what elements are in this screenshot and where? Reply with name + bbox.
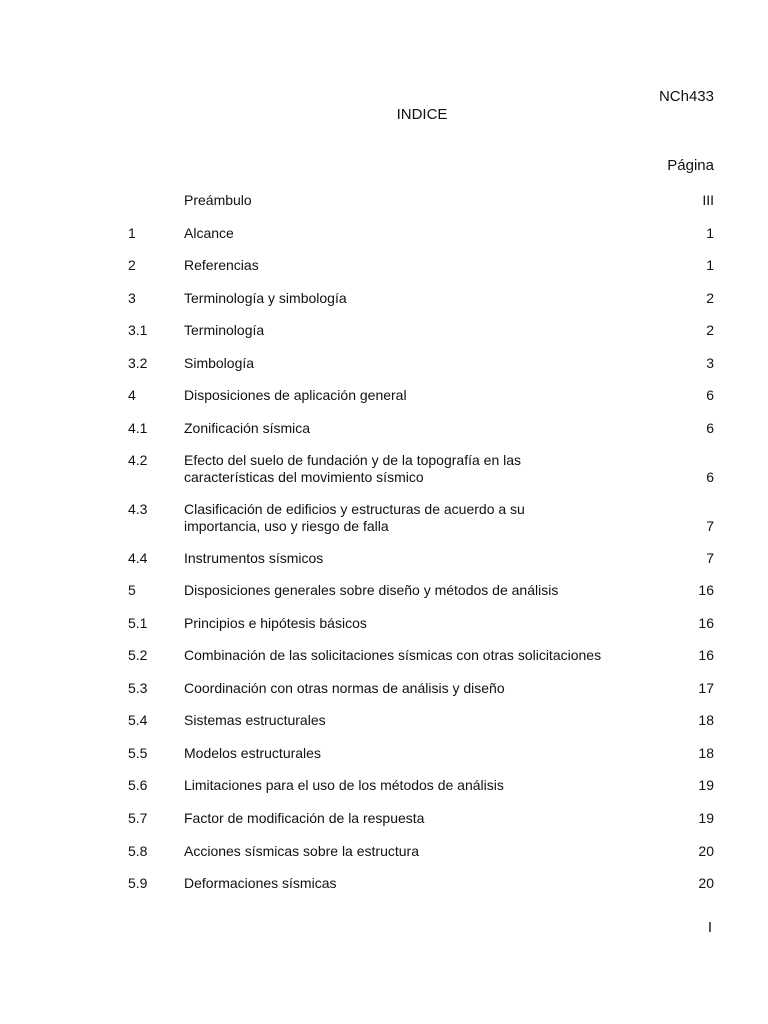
toc-entry-page: 19 <box>698 810 714 826</box>
toc-entry-title-line: Factor de modificación de la respuesta <box>184 810 425 826</box>
toc-entry-number: 3 <box>128 290 136 306</box>
toc-entry-page: 18 <box>698 712 714 728</box>
toc-entry-number: 3.1 <box>128 322 148 338</box>
toc-entry-page: 16 <box>698 615 714 631</box>
toc-entry-page: 16 <box>698 582 714 598</box>
toc-entry-title <box>184 550 624 567</box>
toc-entry-title-line: Simbología <box>184 355 255 371</box>
toc-entry-title-line: importancia, uso y riesgo de falla <box>184 518 389 534</box>
toc-entry-number: 4 <box>128 387 136 403</box>
page-column-header: Página <box>667 157 714 174</box>
toc-entry-title-line: Preámbulo <box>184 192 252 208</box>
document-code: NCh433 <box>658 88 714 105</box>
toc-entry-number: 5.1 <box>128 615 148 631</box>
toc-entry-number: 4.3 <box>128 501 148 517</box>
toc-entry-title <box>184 875 624 892</box>
toc-entry-page: 3 <box>706 355 714 371</box>
toc-entry-title <box>184 225 624 242</box>
toc-entry-title <box>184 257 624 274</box>
toc-entry-title <box>184 745 624 762</box>
toc-entry-number: 5.4 <box>128 712 148 728</box>
toc-entry-title-line: Disposiciones generales sobre diseño y métodos de análisis <box>184 582 559 598</box>
toc-entry-page: 7 <box>706 550 714 566</box>
toc-entry-number: 5.9 <box>128 875 148 891</box>
toc-entry-title-line: Modelos estructurales <box>184 745 321 761</box>
toc-entry-title-line: Acciones sísmicas sobre la estructura <box>184 843 419 859</box>
page-title: INDICE <box>396 106 448 123</box>
toc-entry-number: 5.7 <box>128 810 148 826</box>
toc-entry-page: 6 <box>706 420 714 436</box>
toc-entry-title-line: Referencias <box>184 257 259 273</box>
toc-entry-title <box>184 712 624 729</box>
toc-entry-title <box>184 387 624 404</box>
toc-entry-title-line: Terminología y simbología <box>184 290 347 306</box>
toc-entry-page: III <box>702 192 714 208</box>
toc-entry-title <box>184 777 624 794</box>
toc-entry-number: 5.2 <box>128 647 148 663</box>
toc-entry-number: 3.2 <box>128 355 148 371</box>
toc-entry-page: 1 <box>706 257 714 273</box>
toc-entry-title-line: Efecto del suelo de fundación y de la topografía en las <box>184 452 522 468</box>
toc-entry-title-line: Clasificación de edificios y estructuras de acuerdo a su <box>184 501 525 517</box>
toc-entry-page: 17 <box>698 680 714 696</box>
toc-entry-title <box>184 582 624 599</box>
toc-entry-title <box>184 192 624 209</box>
toc-entry-number: 1 <box>128 225 136 241</box>
toc-entry-title-line: Combinación de las solicitaciones sísmicas con otras solicitaciones <box>184 647 602 663</box>
toc-entry-title-line: características del movimiento sísmico <box>184 469 424 485</box>
toc-entry-title <box>184 647 624 664</box>
toc-entry-title-line: Sistemas estructurales <box>184 712 326 728</box>
toc-entry-page: 2 <box>706 322 714 338</box>
toc-entry-number: 5 <box>128 582 136 598</box>
toc-entry-number: 5.5 <box>128 745 148 761</box>
toc-entry-number: 5.6 <box>128 777 148 793</box>
toc-entry-page: 6 <box>706 469 714 485</box>
toc-entry-page: 2 <box>706 290 714 306</box>
toc-entry-page: 20 <box>698 843 714 859</box>
toc-entry-number: 4.1 <box>128 420 148 436</box>
toc-entry-title-line: Limitaciones para el uso de los métodos de análisis <box>184 777 504 793</box>
toc-entry-number: 4.2 <box>128 452 148 468</box>
page-number: I <box>707 919 712 936</box>
toc-entry-title-line: Deformaciones sísmicas <box>184 875 337 891</box>
toc-entry-page: 7 <box>706 518 714 534</box>
toc-entry-title <box>184 290 624 307</box>
toc-entry-number: 5.8 <box>128 843 148 859</box>
toc-entry-number: 5.3 <box>128 680 148 696</box>
toc-entry-number: 2 <box>128 257 136 273</box>
toc-entry-title-line: Principios e hipótesis básicos <box>184 615 367 631</box>
toc-entry-title-line: Instrumentos sísmicos <box>184 550 324 566</box>
toc-entry-title <box>184 355 624 372</box>
toc-entry-title <box>184 615 624 632</box>
toc-entry-title-line: Zonificación sísmica <box>184 420 311 436</box>
toc-entry-title-line: Coordinación con otras normas de análisis y diseño <box>184 680 505 696</box>
toc-entry-title <box>184 420 624 437</box>
toc-entry-title <box>184 322 624 339</box>
toc-entry-title-line: Disposiciones de aplicación general <box>184 387 407 403</box>
toc-entry-page: 20 <box>698 875 714 891</box>
toc-entry-page: 1 <box>706 225 714 241</box>
toc-entry-page: 16 <box>698 647 714 663</box>
toc-entry-title <box>184 501 624 535</box>
toc-entry-page: 19 <box>698 777 714 793</box>
toc-entry-title <box>184 680 624 697</box>
toc-entry-page: 6 <box>706 387 714 403</box>
toc-entry-title <box>184 843 624 860</box>
toc-entry-page: 18 <box>698 745 714 761</box>
toc-entry-number: 4.4 <box>128 550 148 566</box>
toc-entry-title <box>184 810 624 827</box>
toc-entry-title <box>184 452 624 486</box>
toc-entry-title-line: Alcance <box>184 225 234 241</box>
toc-entry-title-line: Terminología <box>184 322 265 338</box>
